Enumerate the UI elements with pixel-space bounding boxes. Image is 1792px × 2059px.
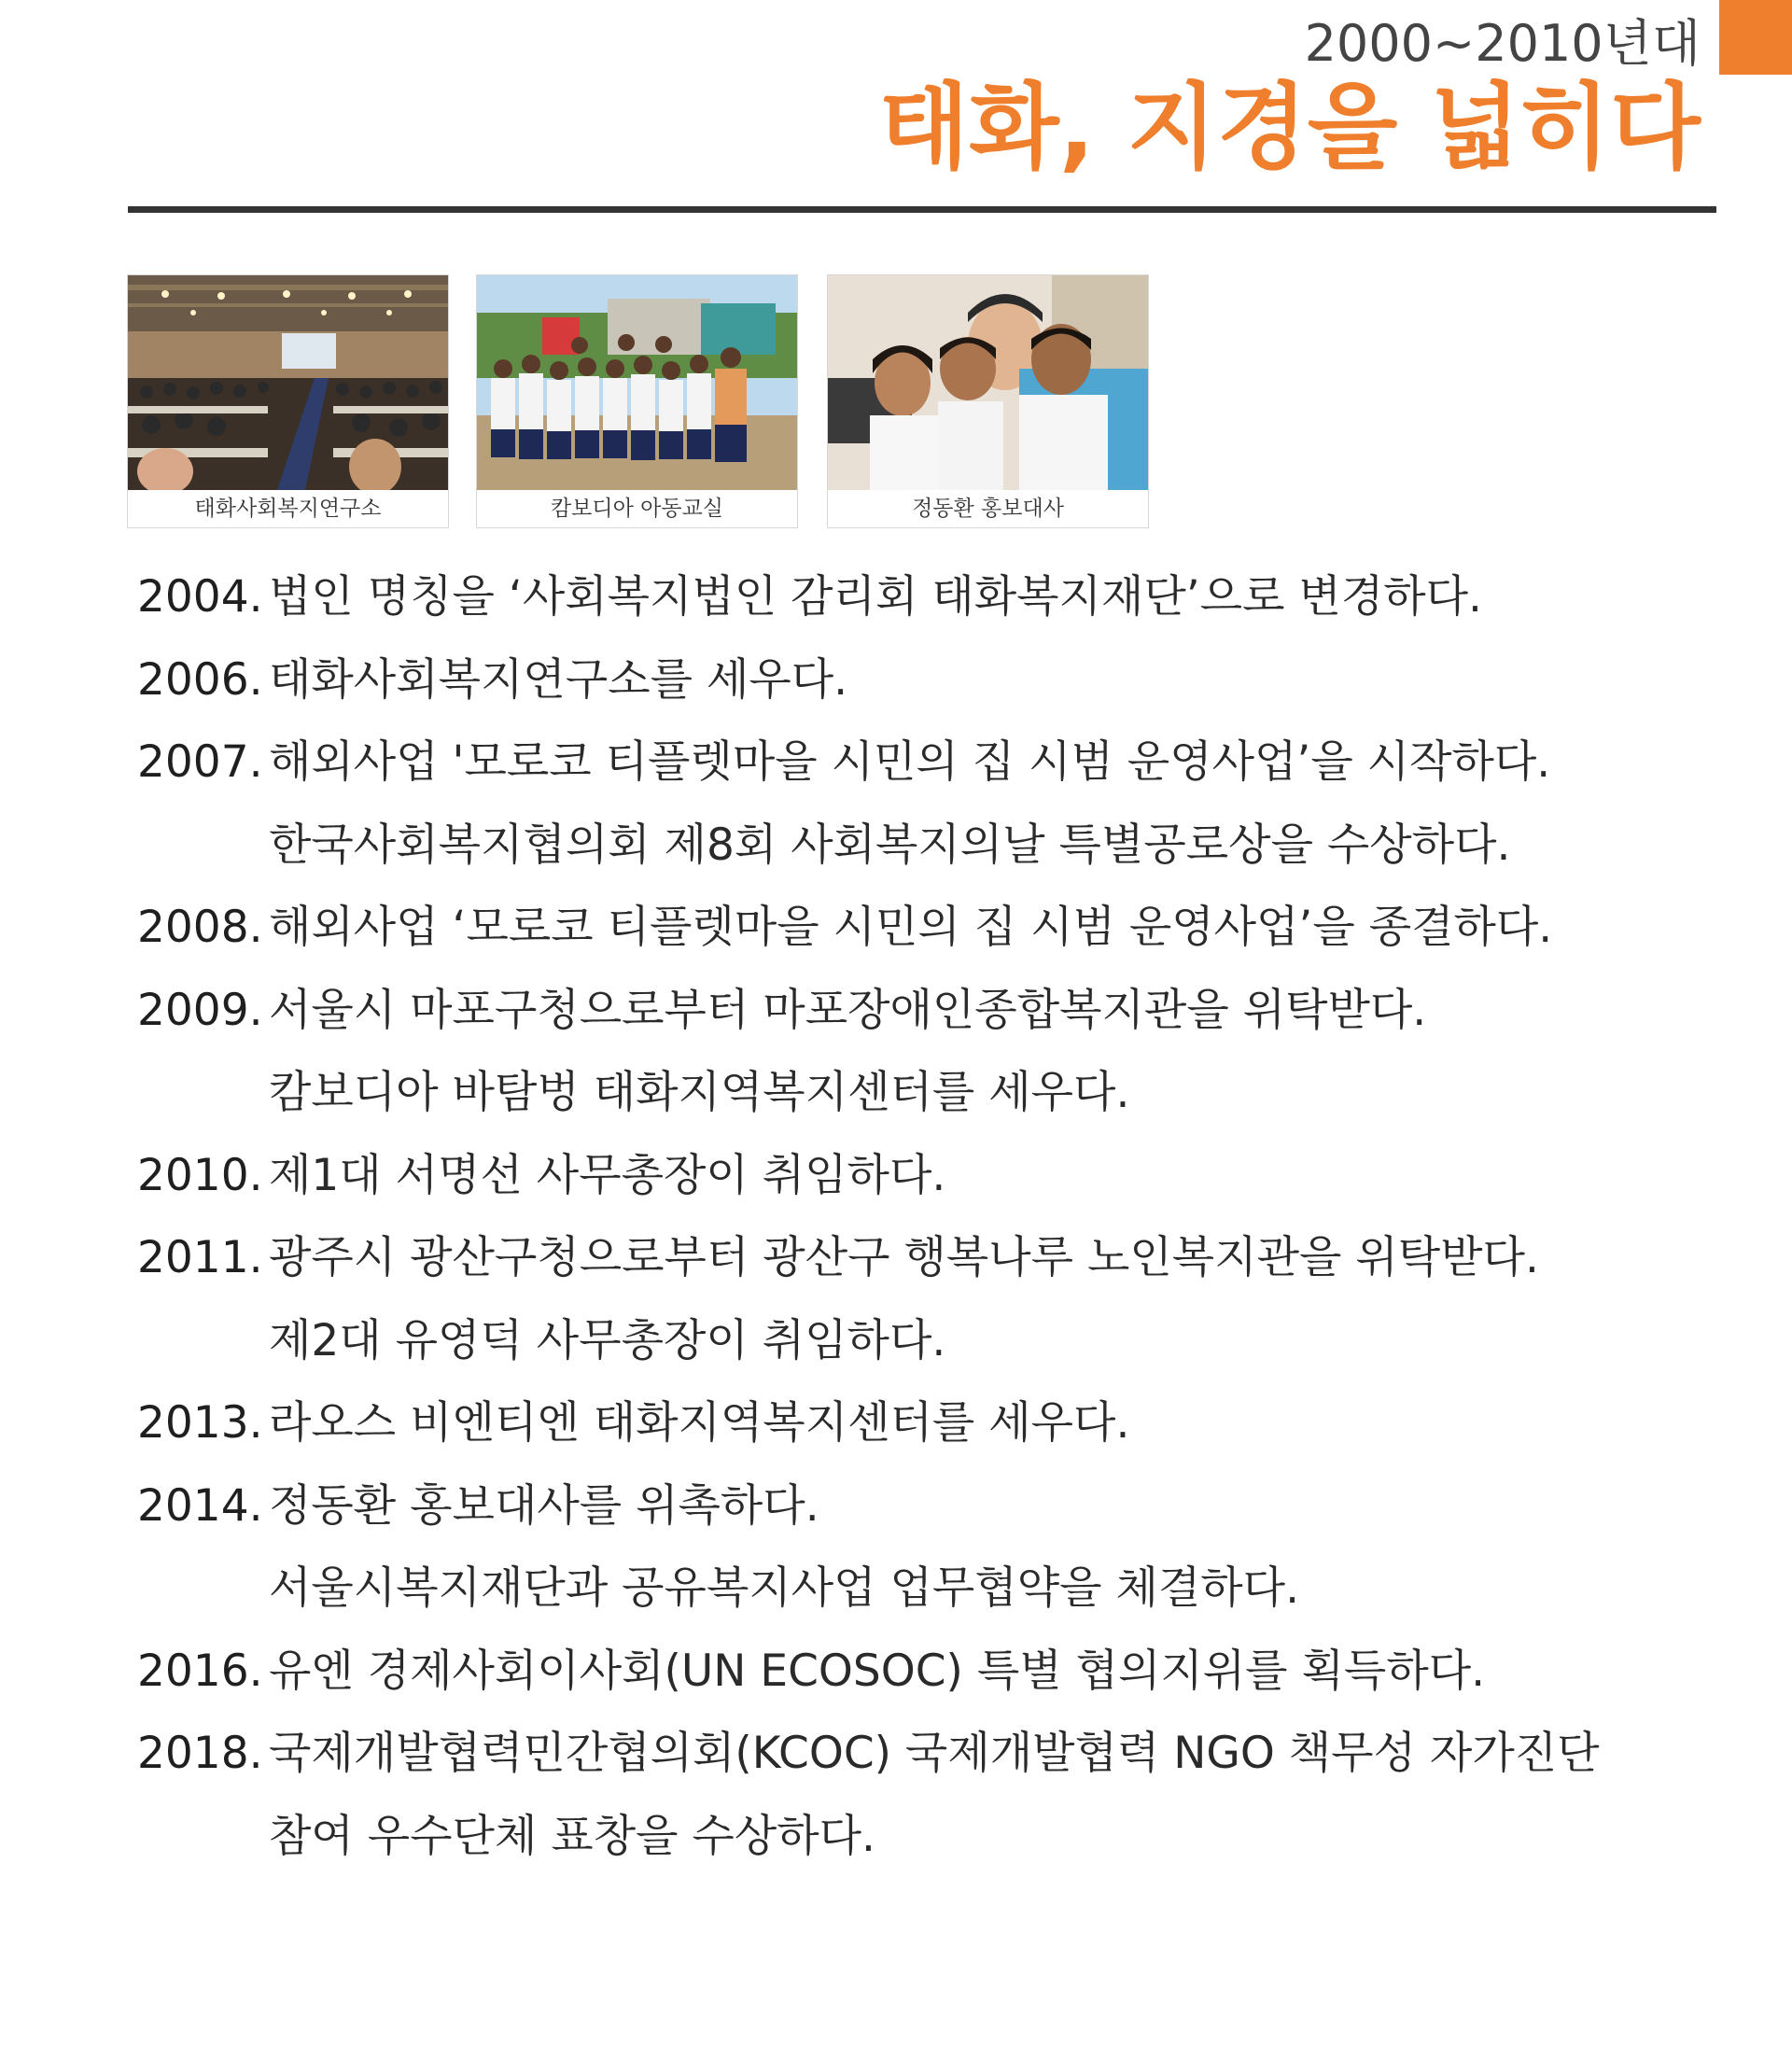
photo-card-cambodia-classroom	[477, 275, 797, 527]
timeline-entry	[137, 1631, 1724, 1714]
timeline-line: 서울시복지재단과 공유복지사업 업무협약을 체결하다.	[269, 1562, 1300, 1614]
timeline-line: 한국사회복지협의회 제8회 사회복지의날 특별공로상을 수상하다.	[269, 819, 1511, 871]
timeline-line: 서울시 마포구청으로부터 마포장애인종합복지관을 위탁받다.	[269, 984, 1427, 1036]
timeline-entry	[137, 1713, 1724, 1878]
timeline-line: 제2대 유영덕 사무총장이 취임하다.	[269, 1314, 946, 1366]
timeline-text	[269, 1217, 1539, 1382]
timeline-text	[269, 970, 1426, 1135]
timeline-line: 광주시 광산구청으로부터 광산구 행복나루 노인복지관을 위탁받다.	[269, 1232, 1539, 1283]
timeline-text	[269, 639, 847, 722]
timeline-line: 해외사업 '모로코 티플렛마을 시민의 집 시범 운영사업’을 시작하다.	[269, 736, 1551, 788]
timeline-year: 2011.	[137, 1232, 263, 1283]
photo-caption: 태화사회복지연구소	[194, 497, 382, 521]
history-timeline	[137, 556, 1724, 1878]
photo-card-research-institute	[128, 275, 448, 527]
timeline-text	[269, 887, 1552, 970]
timeline-entry	[137, 1382, 1724, 1465]
photo-caption: 캄보디아 아동교실	[550, 497, 724, 521]
timeline-entry	[137, 556, 1724, 639]
timeline-line: 참여 우수단체 표창을 수상하다.	[269, 1810, 875, 1862]
timeline-year: 2018.	[137, 1728, 263, 1779]
timeline-entry	[137, 639, 1724, 722]
timeline-year: 2014.	[137, 1479, 263, 1532]
timeline-line: 해외사업 ‘모로코 티플렛마을 시민의 집 시범 운영사업’을 종결하다.	[269, 902, 1553, 953]
timeline-text	[269, 1713, 1600, 1878]
timeline-year: 2010.	[137, 1149, 263, 1201]
photo-card-ambassador	[828, 275, 1148, 527]
timeline-entry	[137, 1465, 1724, 1631]
timeline-year: 2006.	[137, 653, 263, 706]
timeline-year: 2004.	[137, 571, 263, 623]
timeline-text	[269, 1465, 1299, 1631]
children-group-photo	[477, 275, 797, 490]
timeline-entry	[137, 970, 1724, 1135]
timeline-year: 2008.	[137, 902, 263, 953]
timeline-text	[269, 1631, 1485, 1714]
timeline-line: 태화사회복지연구소를 세우다.	[269, 653, 848, 706]
timeline-line: 라오스 비엔티엔 태화지역복지센터를 세우다.	[269, 1397, 1130, 1449]
timeline-year: 2007.	[137, 736, 263, 788]
timeline-text	[269, 556, 1482, 639]
timeline-text	[269, 1382, 1129, 1465]
timeline-line: 정동환 홍보대사를 위촉하다.	[269, 1479, 819, 1532]
era-subtitle: 2000~2010년대	[1304, 14, 1701, 73]
timeline-line: 캄보디아 바탐벙 태화지역복지센터를 세우다.	[269, 1067, 1130, 1118]
corner-accent-block	[1719, 0, 1792, 75]
timeline-line: 국제개발협력민간협의회(KCOC) 국제개발협력 NGO 책무성 자가진단	[269, 1728, 1600, 1779]
photo-caption: 정동환 홍보대사	[912, 497, 1064, 521]
ambassador-with-children-photo	[828, 275, 1148, 490]
page-title: 태화, 지경을 넓히다	[878, 73, 1701, 182]
timeline-text	[269, 721, 1550, 887]
timeline-year: 2009.	[137, 984, 263, 1036]
timeline-entry	[137, 887, 1724, 970]
timeline-line: 유엔 경제사회이사회(UN ECOSOC) 특별 협의지위를 획득하다.	[269, 1645, 1486, 1697]
title-divider	[128, 206, 1716, 213]
timeline-line: 제1대 서명선 사무총장이 취임하다.	[269, 1149, 946, 1201]
timeline-entry	[137, 721, 1724, 887]
conference-hall-photo	[128, 275, 448, 490]
timeline-year: 2013.	[137, 1397, 263, 1449]
timeline-text	[269, 1135, 945, 1218]
timeline-entry	[137, 1135, 1724, 1218]
timeline-entry	[137, 1217, 1724, 1382]
timeline-year: 2016.	[137, 1645, 263, 1697]
timeline-line: 법인 명칭을 ‘사회복지법인 감리회 태화복지재단’으로 변경하다.	[269, 571, 1482, 623]
